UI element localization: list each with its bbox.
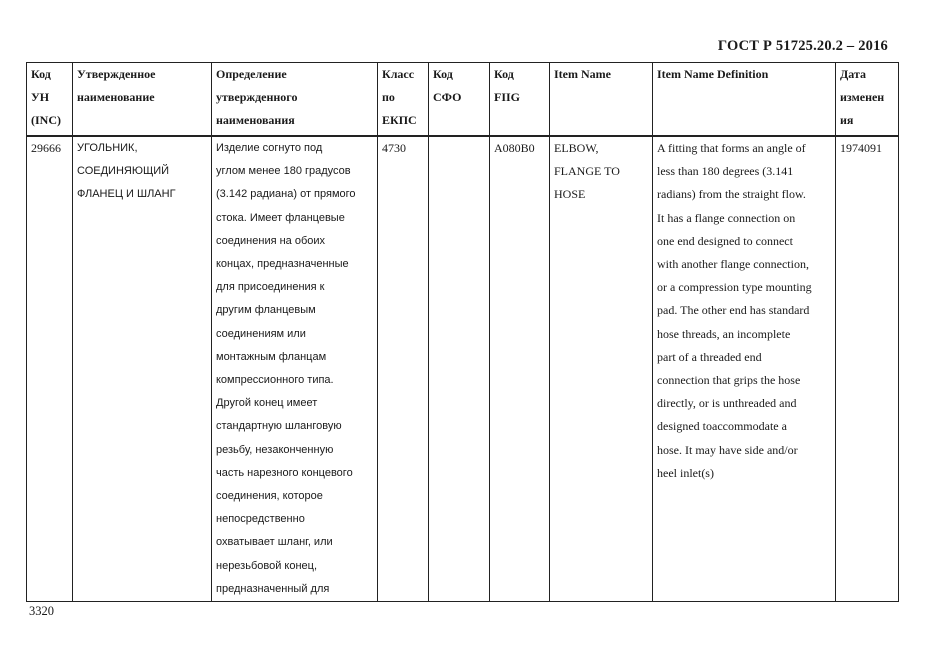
header-line: Класс — [382, 67, 415, 81]
cell-line: нерезьбовой конец, — [216, 559, 318, 572]
cell-line: one end designed to connect — [657, 233, 793, 248]
cell-line: Изделие согнуто под — [216, 142, 323, 154]
header-line: УН — [31, 90, 50, 105]
cell-line: концах, предназначенные — [216, 258, 349, 271]
header-line: Код — [494, 67, 514, 81]
cell-line: непосредственно — [216, 513, 305, 526]
cell-line: резьбу, незаконченную — [216, 443, 334, 456]
cell-line: соединениям или — [216, 327, 306, 340]
cell-line: другим фланцевым — [216, 304, 316, 317]
cell-line: 4730 — [382, 141, 406, 155]
cell-line: A080B0 — [494, 141, 535, 155]
cell-line: less than 180 degrees (3.141 — [657, 164, 794, 179]
header-line: Код — [433, 67, 453, 81]
cell-line: hose. It may have side and/or — [657, 442, 798, 457]
cell-line: СОЕДИНЯЮЩИЙ — [77, 165, 170, 178]
cell-item-name-definition — [653, 136, 836, 602]
cell-line: стока. Имеет фланцевые — [216, 211, 345, 224]
cell-sfo-code — [429, 136, 490, 602]
item-name-table — [26, 62, 899, 602]
cell-definition-ru — [212, 136, 378, 602]
cell-line: part of a threaded end — [657, 349, 762, 364]
cell-line: It has a flange connection on — [657, 210, 796, 225]
cell-line: предназначенный для — [216, 582, 330, 595]
col-header-definition-ru — [212, 63, 378, 137]
cell-line: HOSE — [554, 187, 586, 202]
cell-line: ФЛАНЕЦ И ШЛАНГ — [77, 188, 176, 201]
cell-line: A fitting that forms an angle of — [657, 141, 806, 155]
col-header-sfo-code — [429, 63, 490, 137]
cell-line: with another flange connection, — [657, 257, 809, 272]
cell-line: pad. The other end has standard — [657, 303, 810, 318]
col-header-inc — [27, 63, 73, 137]
cell-line: 1974091 — [840, 141, 882, 155]
table-row — [27, 136, 899, 602]
header-line: Код — [31, 67, 51, 81]
header-line: Утвержденное — [77, 67, 156, 81]
cell-line: ELBOW, — [554, 141, 599, 155]
cell-line: 29666 — [31, 141, 61, 155]
cell-line: охватывает шланг, или — [216, 536, 333, 549]
cell-line: монтажным фланцам — [216, 350, 327, 363]
table-header-row — [27, 63, 899, 137]
col-header-approved-name — [73, 63, 212, 137]
cell-fiig-code — [490, 136, 550, 602]
col-header-item-name-definition — [653, 63, 836, 137]
cell-approved-name — [73, 136, 212, 602]
cell-line: radians) from the straight flow. — [657, 187, 806, 202]
header-line: Item Name Definition — [657, 67, 769, 81]
header-line: наименование — [77, 90, 155, 105]
header-line: Item Name — [554, 67, 611, 81]
col-header-fiig-code — [490, 63, 550, 137]
col-header-ekps-class — [378, 63, 429, 137]
header-line: ия — [840, 113, 854, 128]
cell-line: соединения на обоих — [216, 234, 326, 247]
cell-line: hose threads, an incomplete — [657, 326, 791, 341]
header-line: утвержденного — [216, 90, 298, 105]
header-line: FIIG — [494, 90, 521, 105]
standard-number: ГОСТ Р 51725.20.2 – 2016 — [717, 38, 888, 54]
col-header-item-name — [550, 63, 653, 137]
cell-line: соединения, которое — [216, 490, 323, 503]
header-line: наименования — [216, 113, 295, 128]
cell-line: directly, or is unthreaded and — [657, 396, 797, 411]
cell-line: (3.142 радиана) от прямого — [216, 188, 356, 201]
header-line: ЕКПС — [382, 113, 417, 128]
header-line: СФО — [433, 90, 462, 105]
cell-line: стандартную шланговую — [216, 420, 342, 433]
cell-inc — [27, 136, 73, 602]
header-line: Определение — [216, 67, 287, 81]
cell-change-date — [836, 136, 899, 602]
cell-line: or a compression type mounting — [657, 280, 812, 295]
cell-item-name — [550, 136, 653, 602]
cell-line: connection that grips the hose — [657, 373, 801, 388]
cell-line: УГОЛЬНИК, — [77, 142, 138, 154]
cell-line: designed toaccommodate a — [657, 419, 787, 434]
header-line: Дата — [840, 67, 866, 81]
cell-line: heel inlet(s) — [657, 465, 714, 480]
cell-line: FLANGE TO — [554, 164, 620, 179]
header-line: (INC) — [31, 113, 61, 128]
page-number: 3320 — [29, 604, 54, 618]
cell-line: компрессионного типа. — [216, 374, 334, 387]
cell-line: Другой конец имеет — [216, 397, 318, 410]
cell-line: для присоединения к — [216, 281, 325, 294]
cell-line: углом менее 180 градусов — [216, 165, 351, 178]
cell-ekps-class — [378, 136, 429, 602]
cell-line: часть нарезного концевого — [216, 466, 353, 479]
header-line: изменен — [840, 90, 885, 105]
col-header-change-date — [836, 63, 899, 137]
header-line: по — [382, 90, 395, 105]
